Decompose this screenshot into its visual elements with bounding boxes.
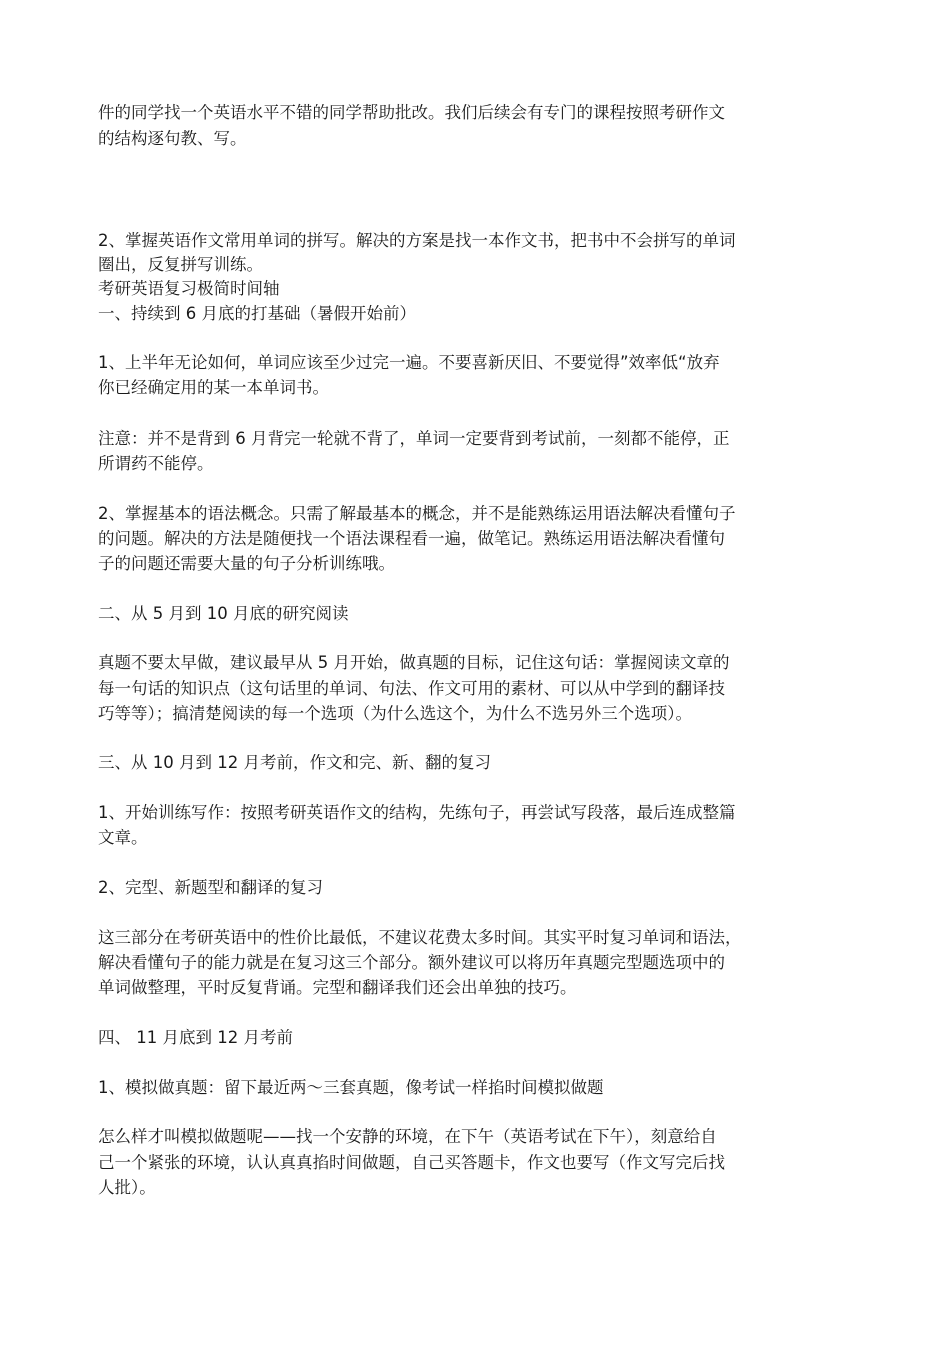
text-line: 圈出，反复拼写训练。: [98, 255, 263, 274]
text-line: 注意：并不是背到 6 月背完一轮就不背了，单词一定要背到考试前，一刻都不能停，正: [98, 429, 730, 448]
text-line: 每一句话的知识点（这句话里的单词、句法、作文可用的素材、可以从中学到的翻译技: [98, 679, 725, 698]
text-line: 巧等等）；搞清楚阅读的每一个选项（为什么选这个，为什么不选另外三个选项）。: [98, 704, 692, 723]
text-line: 1、上半年无论如何，单词应该至少过完一遍。不要喜新厌旧、不要觉得”效率低“放弃: [98, 353, 720, 372]
text-line: 这三部分在考研英语中的性价比最低，不建议花费太多时间。其实平时复习单词和语法，: [98, 928, 742, 947]
text-line: 2、完型、新题型和翻译的复习: [98, 878, 323, 897]
text-line: 2、掌握基本的语法概念。只需了解最基本的概念，并不是能熟练运用语法解决看懂句子: [98, 504, 736, 523]
text-line: 的结构逐句教、写。: [98, 129, 247, 148]
text-line: 1、开始训练写作：按照考研英语作文的结构，先练句子，再尝试写段落，最后连成整篇: [98, 803, 736, 822]
section-heading: 四、 11 月底到 12 月考前: [98, 1028, 293, 1047]
text-line: 的问题。解决的方法是随便找一个语法课程看一遍，做笔记。熟练运用语法解决看懂句: [98, 529, 725, 548]
text-line: 1、模拟做真题：留下最近两～三套真题，像考试一样掐时间模拟做题: [98, 1078, 604, 1097]
text-line: 人批）。: [98, 1178, 156, 1197]
text-line: 解决看懂句子的能力就是在复习这三个部分。额外建议可以将历年真题完型题选项中的: [98, 953, 725, 972]
text-line: 文章。: [98, 828, 148, 847]
section-heading: 考研英语复习极简时间轴: [98, 279, 280, 298]
text-line: 件的同学找一个英语水平不错的同学帮助批改。我们后续会有专门的课程按照考研作文: [98, 103, 725, 122]
section-heading: 二、从 5 月到 10 月底的研究阅读: [98, 604, 349, 623]
section-heading: 一、持续到 6 月底的打基础（暑假开始前）: [98, 304, 416, 323]
text-line: 单词做整理，平时反复背诵。完型和翻译我们还会出单独的技巧。: [98, 978, 577, 997]
text-line: 你已经确定用的某一本单词书。: [98, 378, 329, 397]
text-line: 怎么样才叫模拟做题呢——找一个安静的环境，在下午（英语考试在下午），刻意给自: [98, 1127, 717, 1146]
section-heading: 三、从 10 月到 12 月考前，作文和完、新、翻的复习: [98, 753, 491, 772]
text-line: 己一个紧张的环境，认认真真掐时间做题，自己买答题卡，作文也要写（作文写完后找: [98, 1153, 725, 1172]
text-line: 子的问题还需要大量的句子分析训练哦。: [98, 554, 395, 573]
text-line: 所谓药不能停。: [98, 454, 214, 473]
text-line: 2、掌握英语作文常用单词的拼写。解决的方案是找一本作文书，把书中不会拼写的单词: [98, 231, 736, 250]
text-line: 真题不要太早做，建议最早从 5 月开始，做真题的目标，记住这句话：掌握阅读文章的: [98, 653, 730, 672]
